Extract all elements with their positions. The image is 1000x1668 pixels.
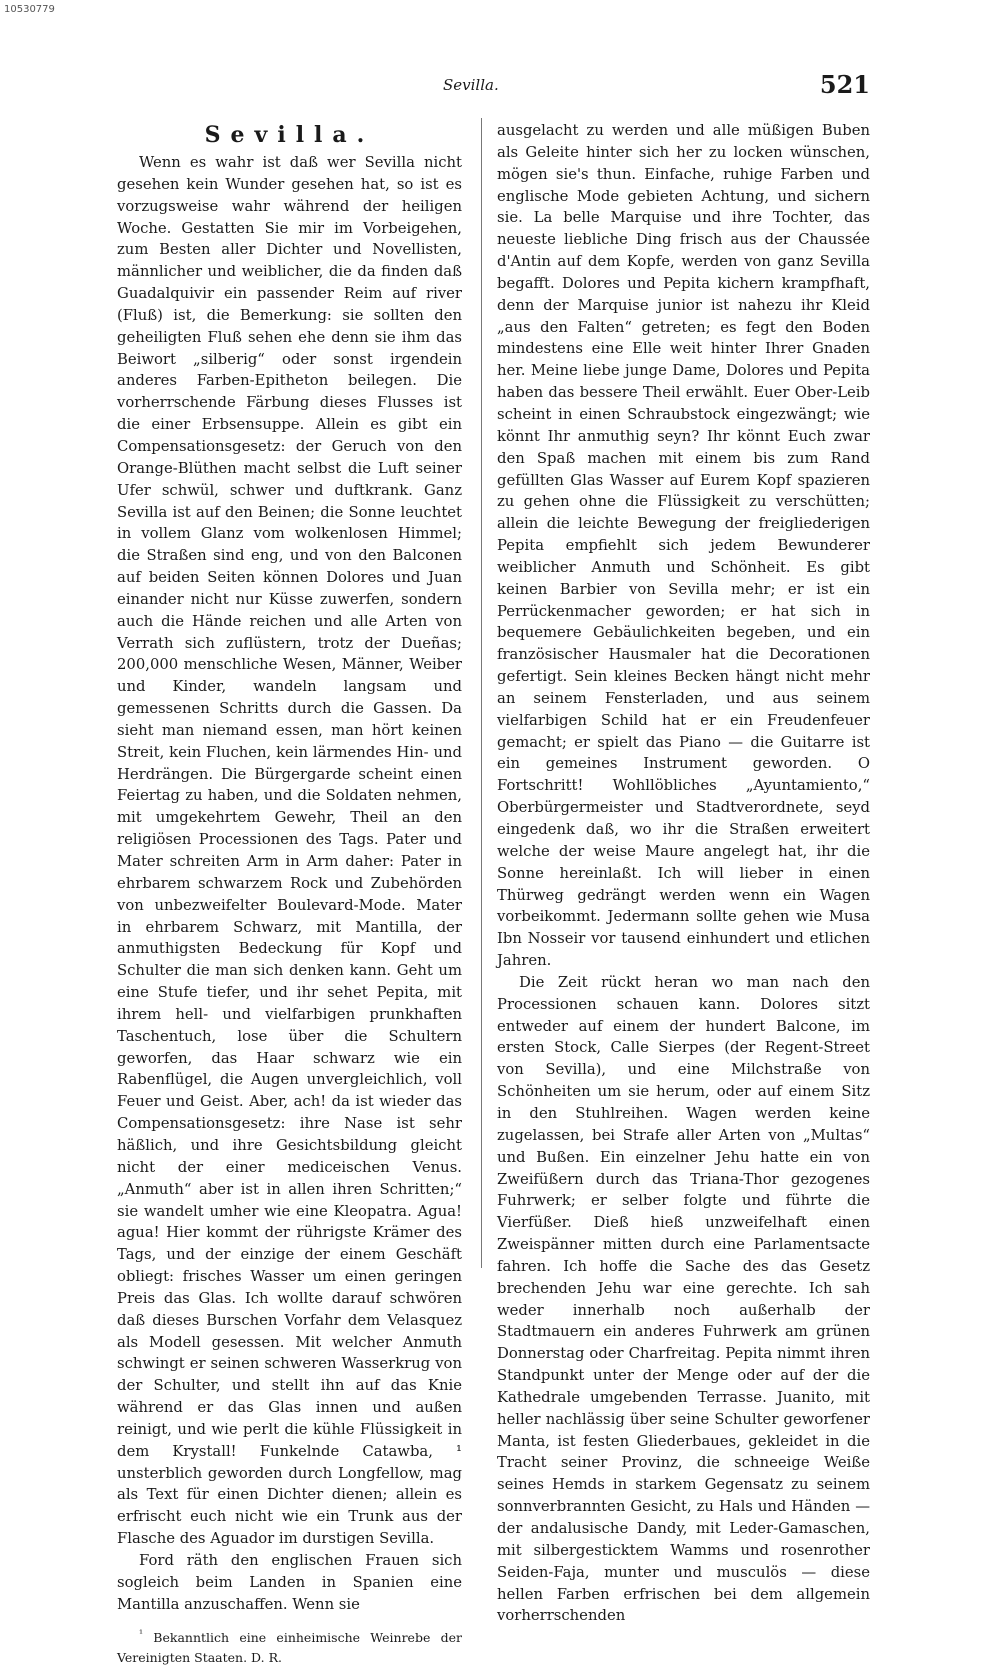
footnote-text: Bekanntlich eine einheimische Weinrebe der Vereinigten Staaten. D. R. xyxy=(117,1629,462,1665)
article-title: Sevilla. xyxy=(204,122,375,148)
running-head: Sevilla. xyxy=(443,76,499,94)
footnote-marker: ¹ xyxy=(139,1628,144,1640)
paragraph: Ford räth den englischen Frauen sich sogleich beim Landen in Spanien eine Mantilla anzuschaffen. Wenn sie xyxy=(117,1552,462,1613)
left-column xyxy=(117,120,462,1668)
paragraph: ausgelacht zu werden und alle müßigen Buben als Geleite hinter sich her zu locken wünschen, mögen sie's thun. Einfache, ruhige Farben und englische Mode gebieten Achtung, und sichern sie. La belle Marquise und ihre Tochter, das neueste liebliche Ding frisch aus der Chaussée d'Antin auf dem Kopfe, werden von ganz Sevilla begafft. Dolores und Pepita kichern krampfhaft, denn der Marquise junior ist nahezu ihr Kleid „aus den Falten“ getreten; es fegt den Boden mindestens eine Elle weit hinter Ihrer Gnaden her. Meine liebe junge Dame, Dolores und Pepita haben das bessere Theil erwählt. Euer Ober-Leib scheint in einen Schraubstock eingezwängt; wie könnt Ihr anmuthig seyn? Ihr könnt Euch zwar den Spaß machen mit einem bis zum Rand gefüllten Glas Wasser auf Eurem Kopf spazieren zu gehen ohne die Flüssigkeit zu verschütten; allein die leichte Bewegung der freigliederigen Pepita empfiehlt sich jedem Bewunderer weiblicher Anmuth und Schönheit. Es gibt keinen Barbier von Sevilla mehr; er ist ein Perrückenmacher geworden; er hat sich in bequemere Gebäulichkeiten begeben, und ein französischer Hausmaler hat die Decorationen gefertigt. Sein kleines Becken hängt nicht mehr an seinem Fensterladen, und aus seinem vielfarbigen Schild hat er ein Freudenfeuer gemacht; er spielt das Piano — die Guitarre ist ein gemeines Instrument geworden. O Fortschritt! Wohllöbliches „Ayuntamiento,“ Oberbürgermeister und Stadtverordnete, seyd eingedenk daß, wo ihr die Straßen erweitert welche der weise Maure angelegt hat, ihr die Sonne hereinlaßt. Ich will lieber in einen Thürweg gedrängt werden wenn ein Wagen vorbeikommt. Jedermann sollte gehen wie Musa Ibn Nosseir vor tausend einhundert und etlichen Jahren. xyxy=(497,122,870,970)
column-divider xyxy=(481,118,482,1268)
paragraph: Die Zeit rückt heran wo man nach den Processionen schauen kann. Dolores sitzt entweder auf einem der hundert Balcone, im ersten Stock, Calle Sierpes (der Regent-Street von Sevilla), und eine Milchstraße von Schönheiten um sie herum, oder auf einem Sitz in den Stuhlreihen. Wagen werden keine zugelassen, bei Strafe aller Arten von „Multas“ und Bußen. Ein einzelner Jehu hatte ein von Zweifüßern durch das Triana-Thor gezogenes Fuhrwerk; er selber folgte und führte die Vierfüßer. Dieß hieß unzweifelhaft einen Zweispänner mitten durch eine Parlamentsacte fahren. Ich hoffe die Sache des das Gesetz brechenden Jehu war eine gerechte. Ich sah weder innerhalb noch außerhalb der Stadtmauern ein anderes Fuhrwerk am grünen Donnerstag oder Charfreitag. Pepita nimmt ihren Standpunkt unter der Menge oder auf der die Kathedrale umgebenden Terrasse. Juanito, mit heller nachlässig über seine Schulter geworfener Manta, ist festen Gliederbaues, gekleidet in die Tracht seiner Provinz, die schneeige Weiße seines Hemds in starkem Gegensatz zu seinem sonnverbrannten Gesicht, zu Hals und Händen — der andalusische Dandy, mit Leder-Gamaschen, mit silbergesticktem Wamms und rosenrother Seiden-Faja, munter und musculös — diese hellen Farben erfrischen bei dem allgemein vorherrschenden xyxy=(497,973,870,1625)
right-column xyxy=(497,120,870,1627)
page-number: 521 xyxy=(819,70,870,99)
scan-id: 10530779 xyxy=(4,4,55,15)
paragraph: Wenn es wahr ist daß wer Sevilla nicht gesehen kein Wunder gesehen hat, so ist es vorzugsweise wahr während der heiligen Woche. Gestatten Sie mir im Vorbeigehen, zum Besten aller Dichter und Novellisten, männlicher und weiblicher, die da finden daß Guadalquivir ein passender Reim auf river (Fluß) ist, die Bemerkung: sie sollten den geheiligten Fluß sehen ehe denn sie ihm das Beiwort „silberig“ oder sonst irgendein anderes Farben-Epitheton beilegen. Die vorherrschende Färbung dieses Flusses ist die einer Erbsensuppe. Allein es gibt ein Compensationsgesetz: der Geruch von den Orange-Blüthen macht selbst die Luft seiner Ufer schwül, schwer und duftkrank. Ganz Sevilla ist auf den Beinen; die Sonne leuchtet in vollem Glanz vom wolkenlosen Himmel; die Straßen sind eng, und von den Balconen auf beiden Seiten können Dolores und Juan einander nicht nur Küsse zuwerfen, sondern auch die Hände reichen und alle Arten von Verrath sich zuflüstern, trotz der Dueñas; 200,000 menschliche Wesen, Männer, Weiber und Kinder, wandeln langsam und gemessenen Schritts durch die Gassen. Da sieht man niemand essen, man hört keinen Streit, kein Fluchen, kein lärmendes Hin- und Herdrängen. Die Bürgergarde scheint einen Feiertag zu haben, und die Soldaten nehmen, mit umgekehrtem Gewehr, Theil an den religiösen Processionen des Tags. Pater und Mater schreiten Arm in Arm daher: Pater in ehrbarem schwarzem Rock und Zubehörden von unbezweifelter Boulevard-Mode. Mater in ehrbarem Schwarz, mit Mantilla, der anmuthigsten Bedeckung für Kopf und Schulter die man sich denken kann. Geht um eine Stufe tiefer, und ihr sehet Pepita, mit ihrem hell- und vielfarbigen prunkhaften Taschentuch, lose über die Schultern geworfen, das Haar schwarz wie ein Rabenflügel, die Augen unvergleichlich, voll Feuer und Geist. Aber, ach! da ist wieder das Compensationsgesetz: ihre Nase ist sehr häßlich, und ihre Gesichtsbildung gleicht nicht der einer mediceischen Venus. „Anmuth“ aber ist in allen ihren Schritten;“ sie wandelt umher wie eine Kleopatra. Agua! agua! Hier kommt der rührigste Krämer des Tags, und der einzige der einem Geschäft obliegt: frisches Wasser um einen geringen Preis das Glas. Ich wollte darauf schwören daß dieses Burschen Vorfahr dem Velasquez als Modell gesessen. Mit welcher Anmuth schwingt er seinen schweren Wasserkrug von der Schulter, und stellt ihn auf das Knie während er das Glas innen und außen reinigt, und wie perlt die kühle Flüssigkeit in dem Krystall! Funkelnde Catawba, ¹ unsterblich geworden durch Longfellow, mag als Text für einen Dichter dienen; allein es erfrischt euch nicht wie ein Trunk aus der Flasche des Aguador im durstigen Sevilla. xyxy=(117,154,462,1548)
footnote xyxy=(117,1628,462,1668)
